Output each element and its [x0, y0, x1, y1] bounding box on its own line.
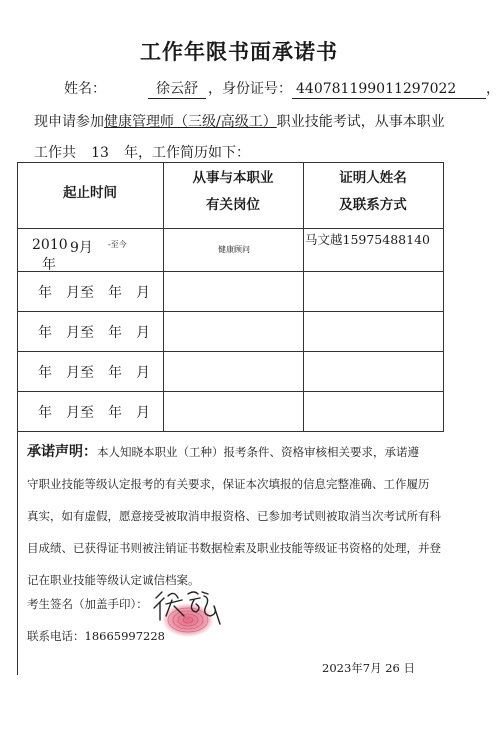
exam-suffix: 职业技能考试，从事本职业 [276, 114, 445, 130]
header-position [163, 165, 303, 219]
table-row-divider [17, 311, 444, 312]
sign-date: 2023年7月 26 日 [322, 661, 416, 675]
exam-prefix: 现申请参加 [34, 114, 104, 130]
declaration-text-1: 本人知晓本职业（工种）报考条件、资格审核相关要求，承诺遵 [97, 445, 419, 459]
header-period: 起止时间 [63, 185, 117, 201]
row1-to-now: -至今 [108, 240, 127, 249]
header-reference-line2: 及联系方式 [339, 197, 407, 213]
phone-number: 18665997228 [84, 629, 165, 643]
name-label: 姓名： [64, 81, 106, 97]
applicant-line [64, 78, 500, 99]
table-border-top [17, 162, 444, 163]
blank-row-period: 年 月至 年 月 [38, 285, 150, 301]
blank-row-period: 年 月至 年 月 [38, 405, 150, 421]
years-suffix: 年，工作简历如下： [124, 145, 250, 161]
document-title: 工作年限书面承诺书 [140, 40, 338, 64]
header-reference-line1: 证明人姓名 [339, 170, 407, 186]
declaration-line-1 [27, 436, 447, 468]
table-border-bottom [17, 431, 444, 432]
table-row-divider [17, 271, 444, 272]
table-row-divider [17, 228, 444, 229]
table-row-divider [17, 351, 444, 352]
header-reference [303, 165, 443, 219]
years-line [34, 142, 250, 163]
id-label: ，身份证号： [208, 81, 292, 97]
header-position-line2: 有关岗位 [206, 197, 260, 213]
phone-label: 联系电话： [27, 629, 85, 643]
applicant-name: 徐云舒 [148, 81, 206, 99]
row1-month: 9月 [70, 240, 93, 256]
years-value: 13 [76, 145, 124, 163]
row1-year: 2010 [32, 237, 68, 253]
declaration-line-3: 真实，如有虚假，愿意接受被取消申报资格、已参加考试则被取消当次考试所有科 [27, 509, 441, 523]
id-trailing: ， [486, 81, 500, 97]
years-prefix: 工作共 [34, 145, 76, 161]
declaration-block [27, 436, 447, 596]
row1-year-char: 年 [42, 257, 56, 273]
declaration-line-4: 目成绩、已获得证书则被注销证书数据检索及职业技能等级证书资格的处理，并登 [27, 541, 441, 555]
table-row-divider [17, 391, 444, 392]
exam-line [34, 111, 445, 131]
header-position-line1: 从事与本职业 [192, 170, 274, 186]
blank-row-period: 年 月至 年 月 [38, 365, 150, 381]
phone-row [27, 628, 165, 644]
declaration-heading: 承诺声明： [27, 444, 97, 460]
row1-reference: 马文越15975488140 [305, 232, 430, 247]
declaration-line-2: 守职业技能等级认定报考的有关要求，保证本次填报的信息完整准确、工作履历 [27, 477, 430, 491]
blank-row-period: 年 月至 年 月 [38, 325, 150, 341]
exam-name: 健康管理师（三级/高级工） [104, 114, 277, 130]
declaration-line-5: 记在职业技能等级认定诚信档案。 [27, 573, 200, 587]
id-number: 440781199011297022 [292, 81, 486, 99]
table-border-left [17, 162, 18, 675]
row1-position: 健康顾问 [218, 245, 250, 254]
signature-label: 考生签名（加盖手印）： [27, 597, 148, 611]
